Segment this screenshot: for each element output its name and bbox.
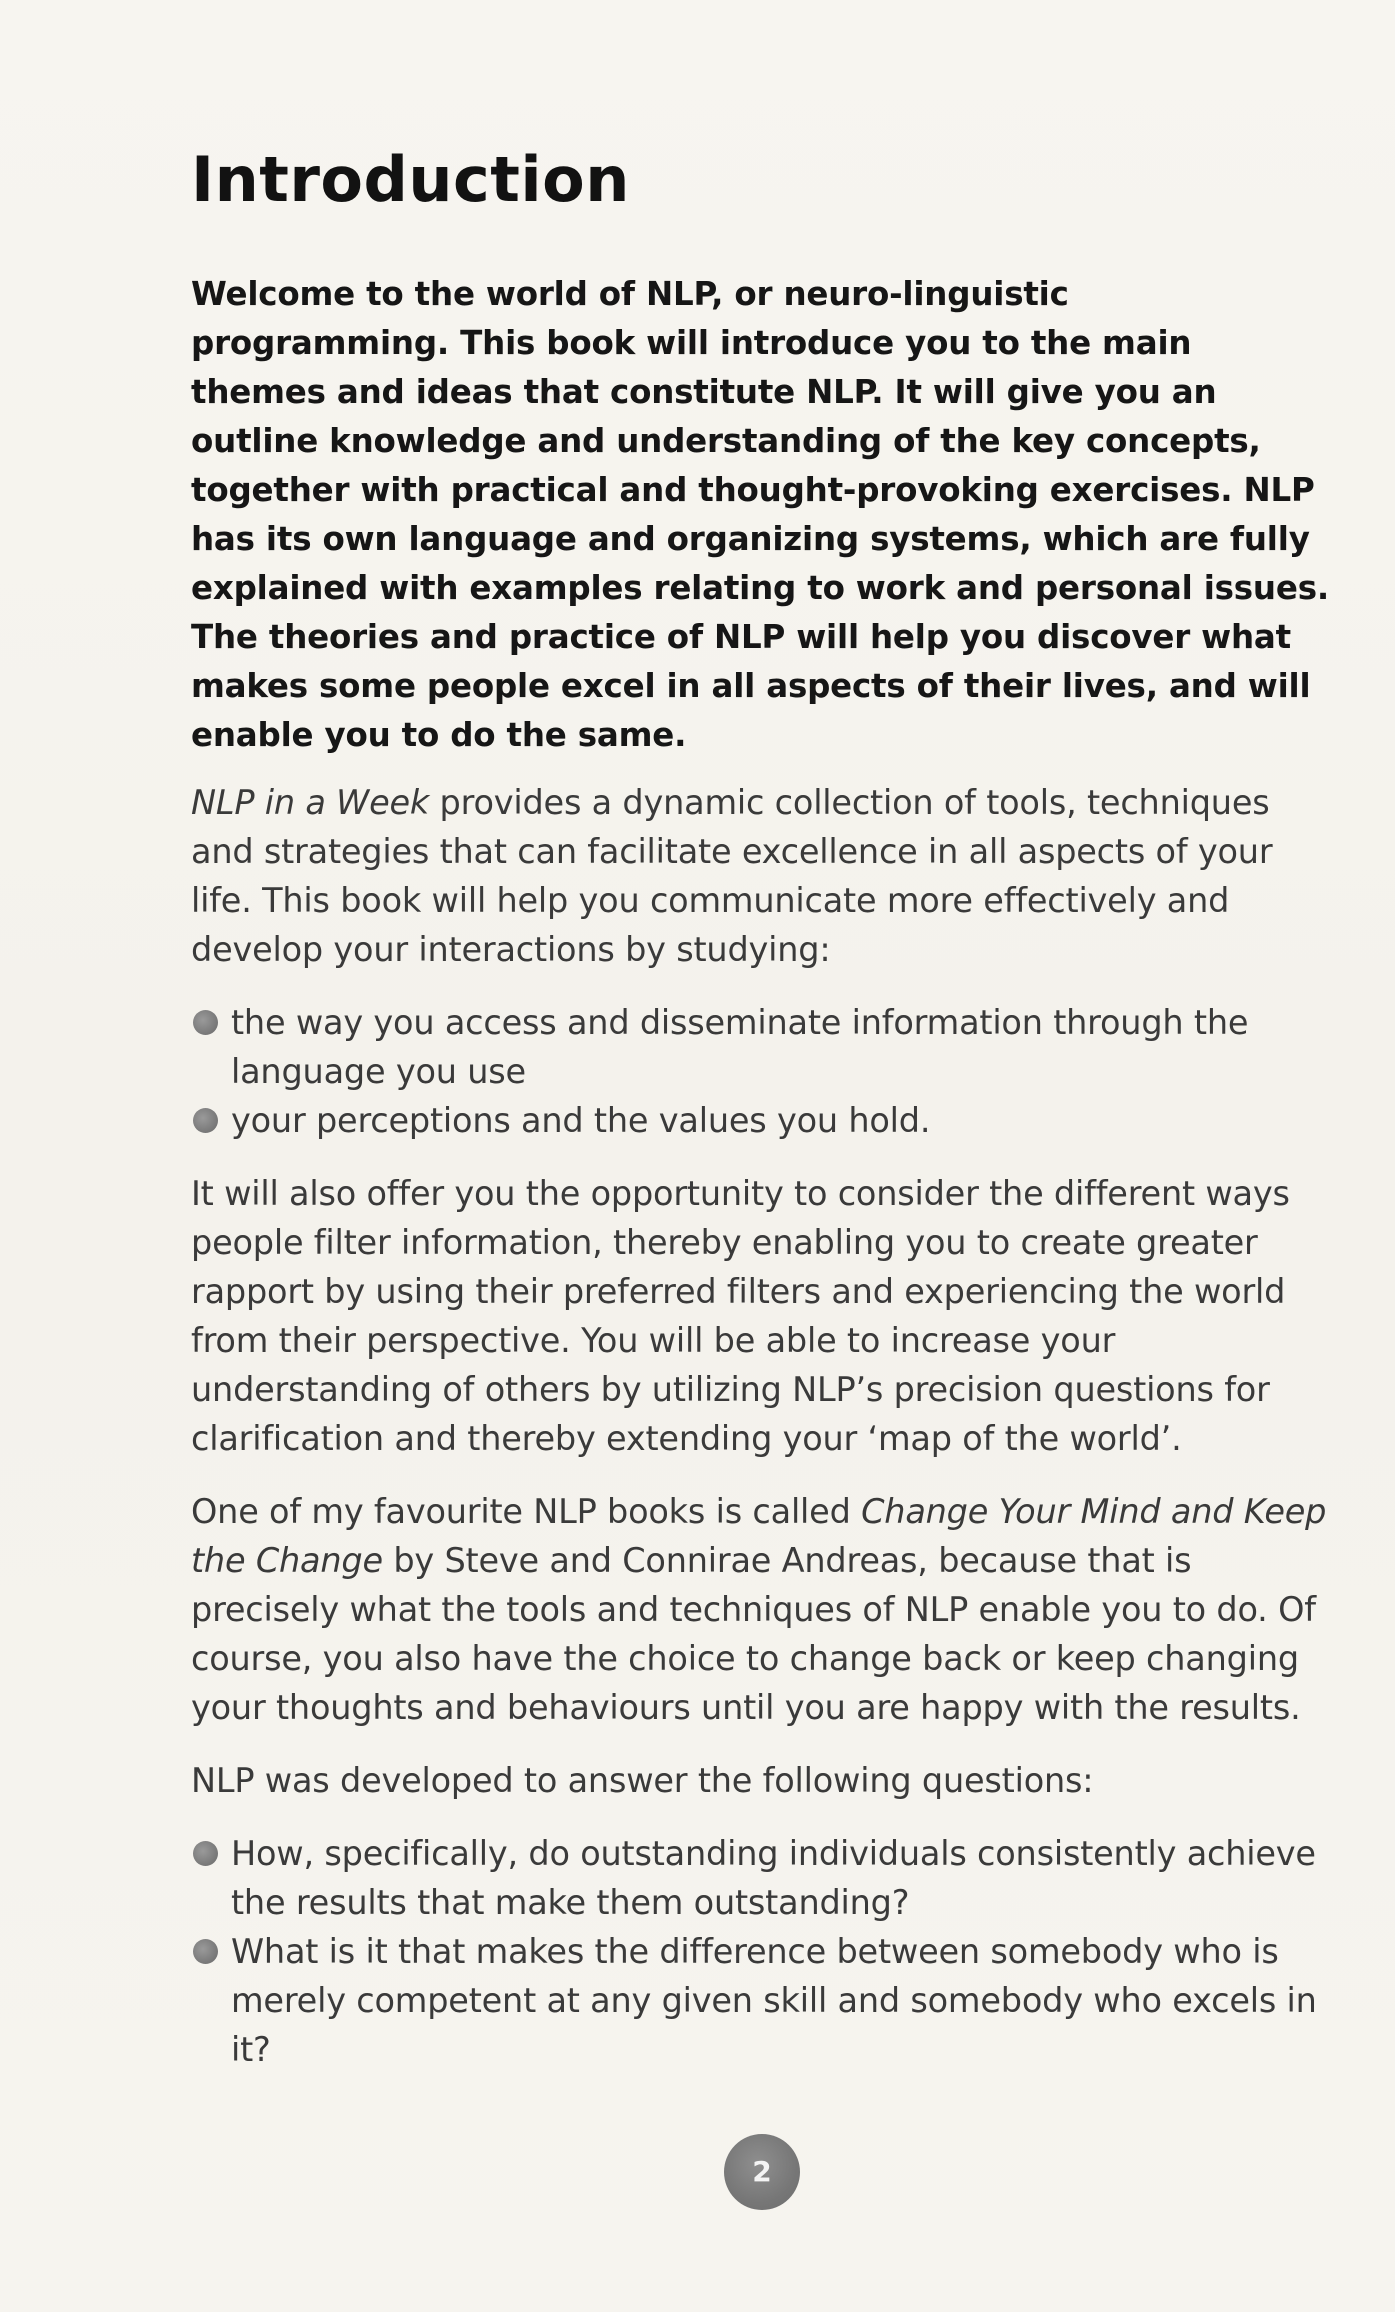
list-item: What is it that makes the difference between somebody who is merely competent at any given skill and somebody who excels in it?	[191, 1927, 1331, 2074]
bullet-icon	[193, 1939, 218, 1964]
list-item: How, specifically, do outstanding individuals consistently achieve the results that make them outstanding?	[191, 1829, 1331, 1927]
page-content	[191, 140, 1331, 2098]
page-number-badge: 2	[724, 2134, 800, 2210]
book-title-italic: Change Your Mind and Keep the Change	[191, 1492, 1327, 1580]
paragraph-text: provides a dynamic collection of tools, techniques and strategies that can facilitate excellence in all aspects of your life. This book will help you communicate more effectively and develop your interactions by studying:	[191, 783, 1273, 969]
list-item: the way you access and disseminate information through the language you use	[191, 998, 1331, 1096]
paragraph-filters: It will also offer you the opportunity to consider the different ways people filter information, thereby enabling you to create greater rapport by using their preferred filters and experiencing the world from their perspective. You will be able to increase your understanding of others by utilizing NLP’s precision questions for clarification and thereby extending your ‘map of the world’.	[191, 1174, 1290, 1458]
paragraph-favourite-book: One of my favourite NLP books is called Change Your Mind and Keep the Change by Steve and Connirae Andreas, because that is precisely what the tools and techniques of NLP enable you to do. Of course, you also have the choice to change back or keep changing your thoughts and behaviours until you are happy with the results.	[191, 1492, 1327, 1727]
paragraph-nlp-in-a-week	[191, 778, 1331, 974]
lead-paragraph: Welcome to the world of NLP, or neuro-linguistic programming. This book will introduce you to the main themes and ideas that constitute NLP. It will give you an outline knowledge and understanding of the key concepts, together with practical and thought-provoking exercises. NLP has its own language and organizing systems, which are fully explained with examples relating to work and personal issues. The theories and practice of NLP will help you discover what makes some people excel in all aspects of their lives, and will enable you to do the same.	[191, 275, 1329, 754]
bullet-icon	[193, 1108, 218, 1133]
page-title: Introduction	[191, 143, 630, 216]
bullet-list-questions	[191, 1829, 1331, 2074]
bullet-list-studying	[191, 998, 1331, 1145]
paragraph-questions-intro: NLP was developed to answer the following questions:	[191, 1761, 1094, 1800]
bullet-icon	[193, 1010, 218, 1035]
bullet-icon	[193, 1841, 218, 1866]
list-item: your perceptions and the values you hold.	[191, 1096, 1331, 1145]
book-title-italic: NLP in a Week	[191, 783, 430, 822]
